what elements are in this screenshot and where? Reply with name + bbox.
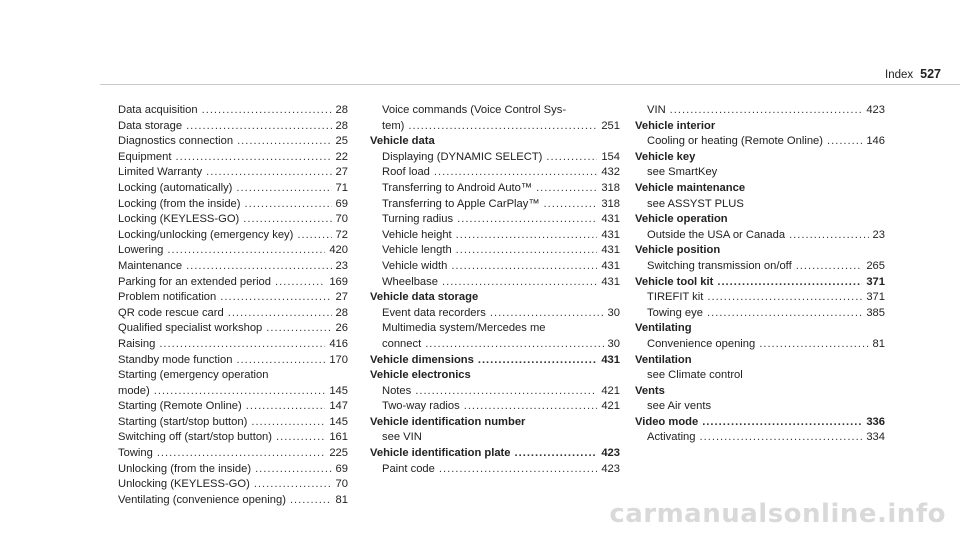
index-heading: Vehicle data (370, 135, 435, 148)
index-entry (370, 384, 620, 400)
dot-leader (236, 353, 325, 369)
dot-leader (254, 477, 332, 493)
index-entry (118, 103, 348, 119)
dot-leader (544, 197, 598, 213)
index-column-3 (635, 103, 885, 446)
entry-page: 170 (329, 353, 348, 366)
entry-page: 423 (866, 104, 885, 116)
entry-term: QR code rescue card (118, 306, 224, 319)
entry-term: Paint code (382, 462, 435, 475)
index-entry (118, 477, 348, 493)
entry-term: Transferring to Android Auto™ (382, 181, 533, 194)
dot-leader (707, 306, 862, 322)
dot-leader (670, 103, 863, 119)
index-entry (370, 103, 620, 119)
entry-term: Data storage (118, 119, 183, 132)
index-column-1 (118, 103, 348, 508)
index-entry (370, 259, 620, 275)
dot-leader (206, 165, 331, 181)
index-entry (118, 399, 348, 415)
entry-term: Voice commands (Voice Control Sys- (382, 104, 567, 116)
entry-term: Locking (from the inside) (118, 197, 241, 210)
entry-term: VIN (647, 104, 666, 116)
index-cross-reference: see Air vents (647, 400, 712, 413)
dot-leader (245, 197, 332, 213)
entry-term: tem) (382, 119, 405, 132)
index-entry (118, 150, 348, 166)
entry-page: 423 (601, 462, 620, 475)
index-entry (118, 306, 348, 322)
entry-term: Parking for an extended period (118, 275, 271, 288)
index-entry (118, 384, 348, 400)
entry-page: 69 (335, 462, 348, 475)
entry-term: Maintenance (118, 259, 183, 272)
dot-leader (266, 321, 331, 337)
index-entry (370, 181, 620, 197)
index-entry (635, 103, 885, 119)
index-entry (370, 165, 620, 181)
entry-page: 71 (335, 181, 348, 194)
index-entry (118, 119, 348, 135)
dot-leader (415, 384, 597, 400)
index-heading: Vehicle position (635, 244, 721, 257)
entry-term: Qualified specialist workshop (118, 322, 263, 335)
dot-leader (246, 399, 326, 415)
page-number: 527 (920, 67, 941, 81)
entry-term: Equipment (118, 150, 172, 163)
dot-leader (276, 430, 325, 446)
entry-page: 421 (601, 400, 620, 413)
entry-term: Switching off (start/stop button) (118, 431, 273, 444)
dot-leader (464, 399, 598, 415)
entry-page: 25 (335, 135, 348, 148)
entry-term: Problem notification (118, 291, 217, 304)
entry-page: 431 (601, 213, 620, 226)
index-entry (118, 462, 348, 478)
dot-leader (515, 446, 598, 462)
dot-leader (490, 306, 604, 322)
dot-leader (243, 212, 331, 228)
index-entry (635, 259, 885, 275)
entry-page: 28 (335, 119, 348, 132)
index-entry (635, 134, 885, 150)
entry-term: Unlocking (from the inside) (118, 462, 252, 475)
index-entry (370, 462, 620, 478)
header-rule (100, 84, 960, 85)
index-entry (370, 150, 620, 166)
index-entry (118, 181, 348, 197)
entry-term: Activating (647, 431, 696, 444)
index-entry (635, 430, 885, 446)
entry-page: 169 (329, 275, 348, 288)
dot-leader (439, 462, 597, 478)
dot-leader (451, 259, 597, 275)
entry-page: 72 (335, 228, 348, 241)
index-entry (635, 337, 885, 353)
index-entry (370, 119, 620, 135)
entry-term: Unlocking (KEYLESS-GO) (118, 478, 250, 491)
entry-page: 147 (329, 400, 348, 413)
entry-term: Displaying (DYNAMIC SELECT) (382, 150, 543, 163)
index-heading: Vehicle operation (635, 213, 728, 226)
dot-leader (442, 275, 597, 291)
entry-page: 22 (335, 150, 348, 163)
entry-page: 81 (335, 493, 348, 506)
entry-term: connect (382, 337, 422, 350)
dot-leader (827, 134, 862, 150)
index-entry (370, 243, 620, 259)
dot-leader (425, 337, 603, 353)
entry-page: 146 (866, 135, 885, 148)
entry-term: TIREFIT kit (647, 291, 704, 304)
entry-page: 27 (335, 166, 348, 179)
dot-leader (176, 150, 332, 166)
index-entry (118, 446, 348, 462)
index-entry (118, 165, 348, 181)
dot-leader (789, 228, 868, 244)
dot-leader (457, 212, 597, 228)
entry-term: Ventilating (convenience opening) (118, 493, 286, 506)
index-cross-reference: see SmartKey (647, 166, 718, 179)
entry-page: 432 (601, 166, 620, 179)
index-entry (118, 134, 348, 150)
entry-term: Towing (118, 447, 153, 460)
entry-page: 145 (329, 384, 348, 397)
entry-term: Switching transmission on/off (647, 259, 792, 272)
entry-term: Data acquisition (118, 104, 198, 116)
entry-page: 28 (335, 104, 348, 116)
dot-leader (157, 446, 326, 462)
dot-leader (237, 134, 331, 150)
dot-leader (702, 415, 862, 431)
page-header (885, 67, 941, 81)
dot-leader (159, 337, 325, 353)
dot-leader (478, 353, 597, 369)
entry-page: 225 (329, 447, 348, 460)
entry-page: 371 (866, 275, 885, 288)
index-entry (370, 399, 620, 415)
entry-page: 81 (872, 337, 885, 350)
dot-leader (202, 103, 332, 119)
index-entry (118, 368, 348, 384)
entry-term: Vehicle dimensions (370, 353, 474, 366)
entry-page: 334 (866, 431, 885, 444)
dot-leader (290, 493, 332, 509)
dot-leader (154, 384, 326, 400)
index-heading: Ventilating (635, 322, 692, 335)
index-entry (370, 446, 620, 462)
index-cross-reference: see VIN (382, 431, 422, 444)
entry-term: Roof load (382, 166, 430, 179)
dot-leader (546, 150, 597, 166)
dot-leader (220, 290, 331, 306)
entry-term: Vehicle identification plate (370, 447, 511, 460)
entry-term: Starting (start/stop button) (118, 415, 248, 428)
entry-term: Towing eye (647, 306, 703, 319)
entry-page: 70 (335, 213, 348, 226)
entry-page: 27 (335, 291, 348, 304)
dot-leader (167, 243, 325, 259)
entry-term: Outside the USA or Canada (647, 228, 786, 241)
entry-term: Raising (118, 337, 156, 350)
entry-page: 161 (329, 431, 348, 444)
index-entry (635, 306, 885, 322)
dot-leader (536, 181, 597, 197)
entry-page: 431 (601, 228, 620, 241)
entry-page: 431 (601, 353, 620, 366)
entry-page: 30 (607, 337, 620, 350)
index-entry (118, 197, 348, 213)
entry-page: 416 (329, 337, 348, 350)
index-entry (370, 306, 620, 322)
entry-page: 23 (335, 259, 348, 272)
entry-page: 69 (335, 197, 348, 210)
entry-page: 431 (601, 259, 620, 272)
dot-leader (434, 165, 597, 181)
index-entry (118, 259, 348, 275)
entry-page: 431 (601, 244, 620, 257)
entry-page: 318 (601, 197, 620, 210)
index-entry (118, 337, 348, 353)
index-entry (118, 275, 348, 291)
entry-term: Vehicle height (382, 228, 452, 241)
entry-term: Locking (KEYLESS-GO) (118, 213, 240, 226)
entry-term: Locking (automatically) (118, 181, 233, 194)
index-entry (370, 197, 620, 213)
index-entry (118, 430, 348, 446)
index-entry (370, 212, 620, 228)
index-column-2 (370, 103, 620, 477)
index-entry (118, 243, 348, 259)
index-entry (118, 321, 348, 337)
entry-page: 421 (601, 384, 620, 397)
entry-term: Multimedia system/Mercedes me (382, 322, 546, 335)
index-entry (118, 493, 348, 509)
dot-leader (251, 415, 325, 431)
entry-term: mode) (118, 384, 150, 397)
dot-leader (717, 275, 862, 291)
entry-term: Starting (emergency operation (118, 369, 269, 382)
index-heading: Vents (635, 384, 665, 397)
entry-page: 431 (601, 275, 620, 288)
entry-term: Vehicle tool kit (635, 275, 714, 288)
entry-page: 336 (866, 415, 885, 428)
index-heading: Vehicle interior (635, 119, 716, 132)
dot-leader (228, 306, 332, 322)
dot-leader (186, 119, 331, 135)
index-entry (118, 212, 348, 228)
index-label: Index (885, 69, 914, 81)
entry-page: 385 (866, 306, 885, 319)
entry-term: Standby mode function (118, 353, 233, 366)
index-entry (370, 353, 620, 369)
dot-leader (700, 430, 863, 446)
index-entry (370, 337, 620, 353)
entry-term: Two-way radios (382, 400, 460, 413)
entry-term: Notes (382, 384, 412, 397)
index-entry (118, 353, 348, 369)
entry-term: Lowering (118, 244, 164, 257)
index-entry (635, 415, 885, 431)
entry-page: 154 (601, 150, 620, 163)
entry-page: 145 (329, 415, 348, 428)
dot-leader (456, 243, 598, 259)
dot-leader (275, 275, 325, 291)
index-entry (118, 290, 348, 306)
entry-term: Event data recorders (382, 306, 486, 319)
index-entry (370, 228, 620, 244)
dot-leader (456, 228, 598, 244)
entry-term: Vehicle length (382, 244, 452, 257)
dot-leader (186, 259, 331, 275)
index-entry (118, 228, 348, 244)
entry-term: Diagnostics connection (118, 135, 234, 148)
index-cross-reference: see ASSYST PLUS (647, 197, 744, 210)
entry-page: 423 (601, 447, 620, 460)
index-heading: Vehicle identification number (370, 415, 526, 428)
index-cross-reference: see Climate control (647, 369, 743, 382)
entry-term: Starting (Remote Online) (118, 400, 242, 413)
entry-page: 28 (335, 306, 348, 319)
index-entry (635, 290, 885, 306)
entry-term: Turning radius (382, 213, 454, 226)
entry-term: Vehicle width (382, 259, 448, 272)
entry-term: Wheelbase (382, 275, 438, 288)
dot-leader (297, 228, 331, 244)
entry-page: 265 (866, 259, 885, 272)
dot-leader (408, 119, 597, 135)
entry-page: 420 (329, 244, 348, 257)
dot-leader (707, 290, 862, 306)
index-entry (370, 321, 620, 337)
index-entry (118, 415, 348, 431)
index-heading: Vehicle data storage (370, 291, 479, 304)
entry-page: 26 (335, 322, 348, 335)
dot-leader (255, 462, 331, 478)
entry-page: 318 (601, 181, 620, 194)
entry-page: 23 (872, 228, 885, 241)
entry-page: 30 (607, 306, 620, 319)
index-entry (635, 275, 885, 291)
index-entry (635, 228, 885, 244)
entry-page: 70 (335, 478, 348, 491)
index-heading: Vehicle electronics (370, 369, 471, 382)
entry-term: Video mode (635, 415, 699, 428)
entry-page: 251 (601, 119, 620, 132)
entry-term: Transferring to Apple CarPlay™ (382, 197, 540, 210)
dot-leader (236, 181, 331, 197)
index-heading: Ventilation (635, 353, 692, 366)
index-entry (370, 275, 620, 291)
entry-term: Convenience opening (647, 337, 756, 350)
entry-term: Limited Warranty (118, 166, 203, 179)
index-heading: Vehicle key (635, 150, 696, 163)
watermark: carmanualsonline.info (609, 499, 946, 529)
dot-leader (796, 259, 863, 275)
index-heading: Vehicle maintenance (635, 181, 746, 194)
dot-leader (759, 337, 868, 353)
entry-term: Locking/unlocking (emergency key) (118, 228, 294, 241)
entry-page: 371 (866, 291, 885, 304)
entry-term: Cooling or heating (Remote Online) (647, 135, 823, 148)
